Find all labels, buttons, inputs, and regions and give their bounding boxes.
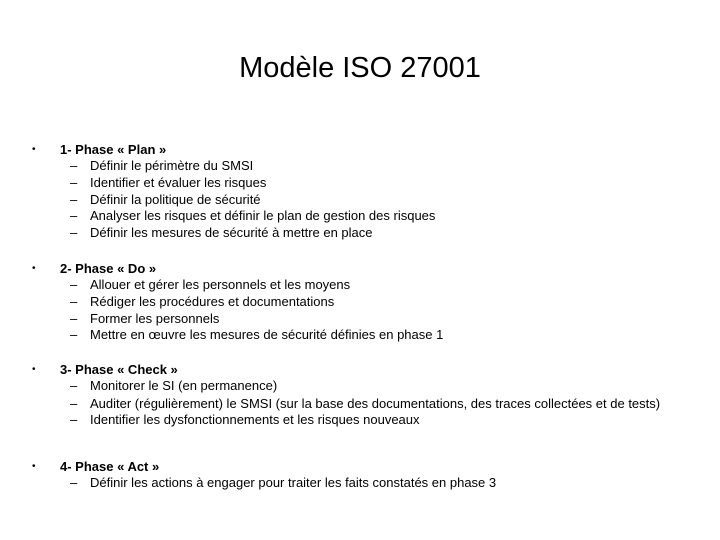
list-item-text: Identifier les dysfonctionnements et les risques nouveaux (90, 411, 420, 427)
list-item-text: Rédiger les procédures et documentations (90, 293, 335, 309)
bullet-icon: • (32, 263, 36, 274)
dash-icon: – (70, 174, 78, 190)
dash-icon: – (70, 310, 78, 326)
list-item (0, 158, 720, 175)
dash-icon: – (70, 395, 78, 411)
list-item (0, 175, 720, 192)
bullet-icon: • (32, 364, 36, 375)
list-item (0, 208, 720, 225)
list-item-text: Analyser les risques et définir le plan de gestion des risques (90, 208, 436, 224)
list-item (0, 311, 720, 328)
phase-sub-list (0, 378, 720, 429)
list-item (0, 378, 720, 395)
bullet-icon: • (32, 461, 36, 472)
slide-title-text: Modèle ISO 27001 (239, 52, 481, 84)
list-item-text: Définir les actions à engager pour traiter les faits constatés en phase 3 (90, 475, 497, 490)
phase-sub-list (0, 475, 720, 492)
list-item (0, 294, 720, 311)
list-item (0, 192, 720, 209)
list-item-text: Définir le périmètre du SMSI (90, 158, 254, 173)
list-item-text: Mettre en œuvre les mesures de sécurité définies en phase 1 (90, 327, 444, 343)
phase-heading: 4- Phase « Act » (60, 459, 160, 474)
list-item (0, 412, 720, 429)
list-item (0, 327, 720, 344)
dash-icon: – (70, 293, 78, 309)
list-item-text: Définir la politique de sécurité (90, 191, 261, 207)
dash-icon: – (70, 208, 78, 224)
dash-icon: – (70, 277, 78, 292)
list-item (0, 397, 720, 410)
list-item (0, 475, 720, 492)
phase-sub-list (0, 158, 720, 242)
list-item-text: Identifier et évaluer les risques (90, 174, 267, 190)
dash-icon: – (70, 158, 78, 173)
phase-heading: 1- Phase « Plan » (60, 142, 167, 157)
dash-icon: – (70, 191, 78, 207)
phase-heading: 3- Phase « Check » (60, 362, 178, 377)
list-item-text: Monitorer le SI (en permanence) (90, 378, 278, 393)
dash-icon: – (70, 475, 78, 490)
phase-heading: 2- Phase « Do » (60, 261, 157, 276)
list-item-text: Définir les mesures de sécurité à mettre en place (90, 225, 373, 241)
dash-icon: – (70, 327, 78, 343)
list-item-text: Auditer (régulièrement) le SMSI (sur la base des documentations, des traces collectées et de tests) (90, 395, 661, 411)
phase-sub-list (0, 277, 720, 344)
list-item (0, 225, 720, 242)
bullet-icon: • (32, 144, 36, 155)
list-item (0, 277, 720, 294)
list-item-text: Former les personnels (90, 310, 220, 326)
list-item-text: Allouer et gérer les personnels et les moyens (90, 277, 351, 292)
dash-icon: – (70, 225, 78, 241)
dash-icon: – (70, 378, 78, 393)
dash-icon: – (70, 411, 78, 427)
